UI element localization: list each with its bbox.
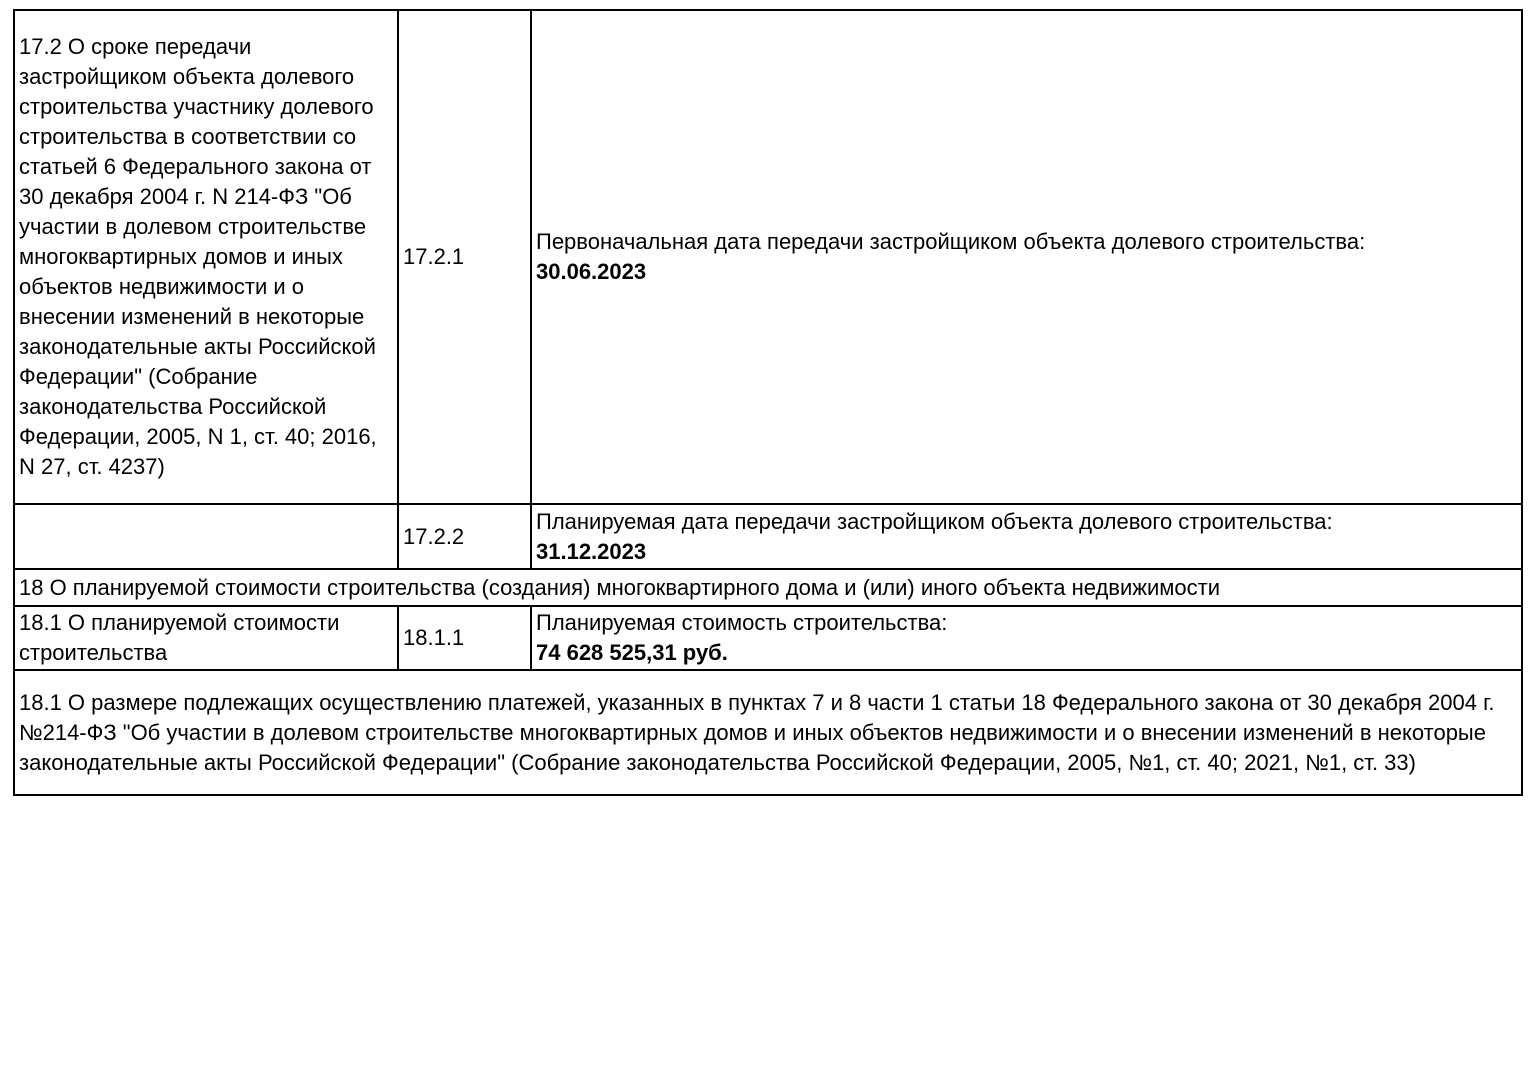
cell-18-1-description: 18.1 О планируемой стоимости строительства: [14, 606, 398, 670]
field-value-initial-transfer-date: 30.06.2023: [536, 259, 647, 284]
cell-17-2-description: 17.2 О сроке передачи застройщиком объекта долевого строительства участнику долевого строительства в соответствии со статьей 6 Федерального закона от 30 декабря 2004 г. N 214-ФЗ "Об участии в долевом строительстве многоквартирных домов и иных объектов недвижимости и о внесении изменений в некоторые законодательные акты Российской Федерации" (Собрание законодательства Российской Федерации, 2005, N 1, ст. 40; 2016, N 27, ст. 4237): [14, 10, 398, 504]
project-declaration-table: [13, 9, 1523, 796]
section-18-header: 18 О планируемой стоимости строительства (создания) многоквартирного дома и (или) иного объекта недвижимости: [14, 569, 1522, 606]
table-row-18-header: [14, 569, 1522, 606]
section-18-1-note: 18.1 О размере подлежащих осуществлению платежей, указанных в пунктах 7 и 8 части 1 статьи 18 Федерального закона от 30 декабря 2004 г. №214-ФЗ "Об участии в долевом строительстве многоквартирных домов и иных объектов недвижимости и о внесении изменений в некоторые законодательные акты Российской Федерации" (Собрание законодательства Российской Федерации, 2005, №1, ст. 40; 2021, №1, ст. 33): [14, 670, 1522, 795]
cell-18-1-1-code: 18.1.1: [398, 606, 531, 670]
table-row-17-2: [14, 10, 1522, 504]
cell-17-2-2-empty: [14, 504, 398, 569]
field-value-planned-construction-cost: 74 628 525,31 руб.: [536, 640, 728, 665]
table-row-18-1-note: [14, 670, 1522, 795]
cell-17-2-2-code: 17.2.2: [398, 504, 531, 569]
field-label-planned-construction-cost: Планируемая стоимость строительства:: [536, 610, 948, 635]
table-row-18-1: [14, 606, 1522, 670]
cell-17-2-1-code: 17.2.1: [398, 10, 531, 504]
cell-18-1-1-value: [531, 606, 1522, 670]
cell-17-2-1-value: [531, 10, 1522, 504]
cell-17-2-2-value: [531, 504, 1522, 569]
field-value-planned-transfer-date: 31.12.2023: [536, 538, 647, 564]
field-label-initial-transfer-date: Первоначальная дата передачи застройщиком объекта долевого строительства:: [536, 229, 1366, 254]
table-row-17-2-2: [14, 504, 1522, 569]
field-label-planned-transfer-date: Планируемая дата передачи застройщиком объекта долевого строительства:: [536, 508, 1333, 534]
